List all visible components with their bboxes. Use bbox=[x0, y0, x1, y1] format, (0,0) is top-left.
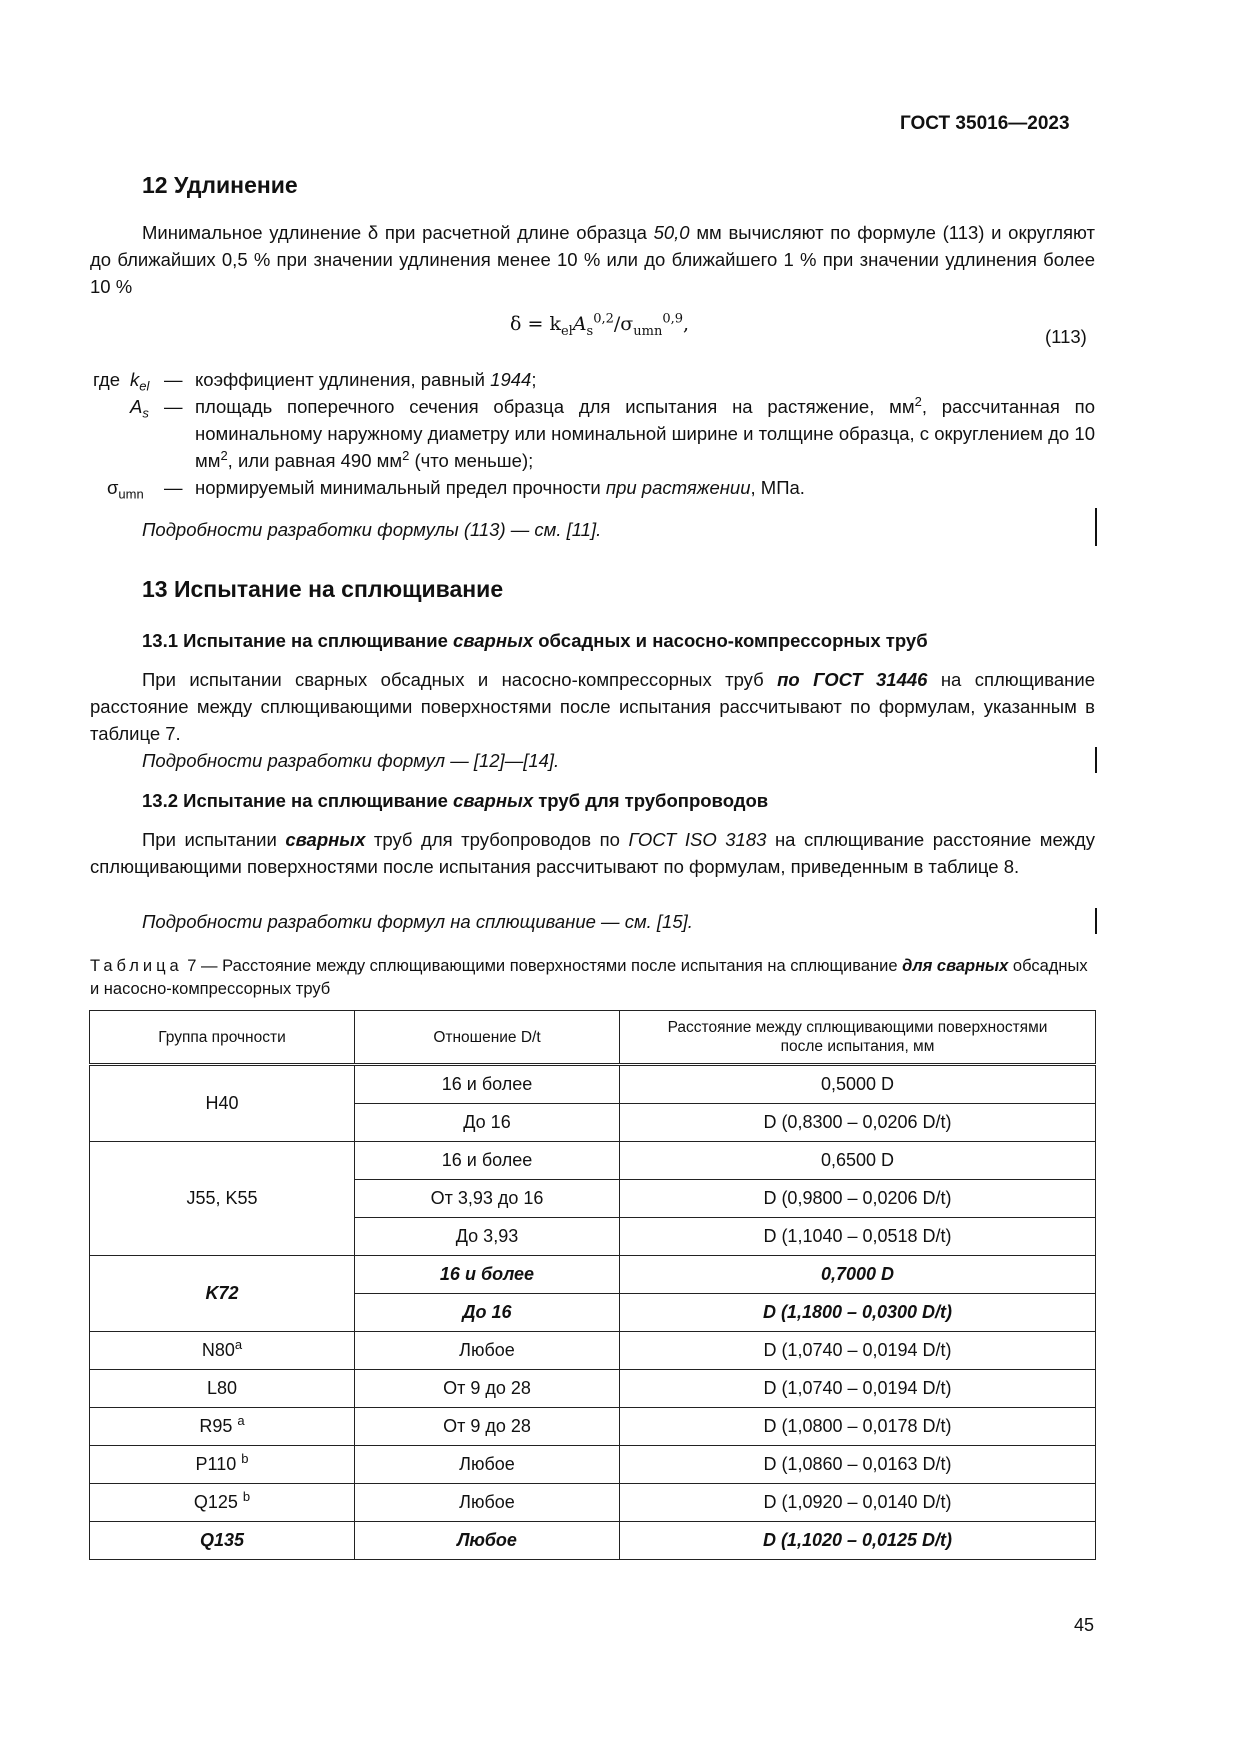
def-symbol bbox=[107, 474, 144, 501]
caption-c: обсадных и насосно-компрессорных труб bbox=[90, 957, 1088, 998]
title-b: сварных bbox=[453, 630, 534, 651]
title-a: 13.1 Испытание на сплющивание bbox=[142, 630, 454, 651]
header-distance: Расстояние между сплющивающими поверхностями после испытания, мм bbox=[620, 1011, 1096, 1065]
p-d: ГОСТ ISO 3183 bbox=[628, 829, 767, 850]
section-12-paragraph bbox=[90, 219, 1095, 300]
def-symbol-letter: σ bbox=[107, 477, 119, 498]
cell-group bbox=[90, 1332, 355, 1370]
footnote-mark: a bbox=[234, 1337, 243, 1352]
def-text bbox=[195, 366, 1095, 393]
change-bar bbox=[1095, 908, 1097, 934]
def-text-d: (что меньше); bbox=[409, 450, 534, 471]
formula-lhs: δ = k bbox=[510, 313, 561, 335]
footnote-mark: b bbox=[242, 1489, 251, 1504]
def-text-c: ; bbox=[531, 369, 537, 390]
table-row bbox=[90, 1256, 1096, 1294]
table-row bbox=[90, 1408, 1096, 1446]
header-strength-group: Группа прочности bbox=[90, 1011, 355, 1065]
cell-ratio: От 9 до 28 bbox=[355, 1408, 620, 1446]
formula-113 bbox=[510, 311, 690, 339]
cell-ratio: До 3,93 bbox=[355, 1218, 620, 1256]
formula-sigma-sup: 0,9 bbox=[662, 311, 684, 327]
footnote-mark: a bbox=[237, 1413, 245, 1428]
def-text-a: коэффициент удлинения, равный bbox=[195, 369, 491, 390]
def-sup: 2 bbox=[914, 393, 922, 409]
para-text-end: мм вычисляют по формуле (113) и округляют до ближайших 0,5 % при значении удлинения менее 10 % или до ближайшего 1 % при значении удлинения более 10 % bbox=[90, 222, 1095, 297]
title-b: сварных bbox=[453, 790, 534, 811]
cell-ratio: Любое bbox=[355, 1522, 620, 1560]
where-label: где bbox=[93, 369, 121, 390]
cell-ratio: Любое bbox=[355, 1446, 620, 1484]
def-symbol-sub: el bbox=[139, 378, 150, 394]
cell-ratio: От 9 до 28 bbox=[355, 1370, 620, 1408]
def-text bbox=[195, 393, 1095, 474]
cell-group: L80 bbox=[90, 1370, 355, 1408]
cell-distance: D (1,0740 – 0,0194 D/t) bbox=[620, 1370, 1096, 1408]
cell-distance: D (1,0740 – 0,0194 D/t) bbox=[620, 1332, 1096, 1370]
para-text: Минимальное удлинение δ при расчетной длине образца bbox=[142, 222, 654, 243]
cell-ratio: Любое bbox=[355, 1332, 620, 1370]
title-c: обсадных и насосно-компрессорных труб bbox=[533, 630, 928, 651]
p-c: труб для трубопроводов по bbox=[365, 829, 629, 850]
table-row bbox=[90, 1522, 1096, 1560]
note-formulas-15: Подробности разработки формул на сплющивание — см. [15]. bbox=[142, 911, 693, 932]
cell-distance: 0,7000 D bbox=[620, 1256, 1096, 1294]
table-row bbox=[90, 1065, 1096, 1104]
formula-a: A bbox=[572, 313, 587, 335]
def-sup: 2 bbox=[220, 447, 228, 463]
cell-ratio: 16 и более bbox=[355, 1142, 620, 1180]
cell-ratio: Любое bbox=[355, 1484, 620, 1522]
header-ratio: Отношение D/t bbox=[355, 1011, 620, 1065]
table-7 bbox=[89, 1010, 1096, 1560]
cell-group: K72 bbox=[90, 1256, 355, 1332]
change-bar bbox=[1095, 747, 1097, 773]
table-row bbox=[90, 1484, 1096, 1522]
def-text-a: нормируемый минимальный предел прочности bbox=[195, 477, 606, 498]
def-text-b: при растяжении bbox=[605, 477, 751, 498]
subsection-13-1-title bbox=[142, 630, 928, 652]
def-text-a: площадь поперечного сечения образца для испытания на растяжение, мм bbox=[195, 396, 915, 417]
note-formula-113: Подробности разработки формулы (113) — см. [11]. bbox=[142, 519, 602, 540]
def-text-c: , или равная 490 мм bbox=[227, 450, 403, 471]
cell-distance: D (1,1800 – 0,0300 D/t) bbox=[620, 1294, 1096, 1332]
p-a: При испытании bbox=[142, 829, 286, 850]
formula-sigma: /σ bbox=[613, 313, 634, 335]
subsection-13-2-paragraph bbox=[90, 826, 1095, 880]
cell-group bbox=[90, 1484, 355, 1522]
cell-distance: D (1,0860 – 0,0163 D/t) bbox=[620, 1446, 1096, 1484]
def-symbol bbox=[130, 366, 149, 393]
cell-ratio: 16 и более bbox=[355, 1256, 620, 1294]
def-text bbox=[195, 474, 1095, 501]
page-number: 45 bbox=[1074, 1615, 1095, 1635]
def-sup: 2 bbox=[402, 447, 410, 463]
def-text-c: , МПа. bbox=[750, 477, 805, 498]
group-name: R95 bbox=[199, 1416, 233, 1436]
def-text-b: , рассчитанная по номинальному наружному диаметру или номинальной ширине и толщине образца, с округлением до 10 мм bbox=[195, 396, 1095, 471]
formula-sigma-sub: umn bbox=[633, 323, 663, 339]
p-e: на сплющивание расстояние между сплющивающими поверхностями после испытания рассчитывают по формулам, приведенным в таблице 8. bbox=[90, 829, 1095, 877]
cell-distance: D (1,1040 – 0,0518 D/t) bbox=[620, 1218, 1096, 1256]
def-symbol-sub: s bbox=[142, 405, 149, 421]
table-7-caption bbox=[90, 955, 1095, 1001]
def-symbol-letter: k bbox=[130, 369, 140, 390]
group-name: Q125 bbox=[193, 1492, 238, 1512]
formula-end: , bbox=[683, 313, 690, 335]
formula-number: (113) bbox=[1045, 326, 1087, 347]
cell-distance: D (0,8300 – 0,0206 D/t) bbox=[620, 1104, 1096, 1142]
p-b: сварных bbox=[285, 829, 366, 850]
para-length: 50,0 bbox=[653, 222, 690, 243]
subsection-13-1-paragraph bbox=[90, 666, 1095, 747]
cell-ratio: До 16 bbox=[355, 1104, 620, 1142]
def-symbol bbox=[130, 393, 149, 420]
p-b: по ГОСТ 31446 bbox=[777, 669, 928, 690]
note-formulas-12-14: Подробности разработки формул — [12]—[14]. bbox=[142, 750, 560, 771]
cell-group bbox=[90, 1408, 355, 1446]
formula-a-sup: 0,2 bbox=[593, 311, 614, 327]
title-a: 13.2 Испытание на сплющивание bbox=[142, 790, 454, 811]
section-13-title: 13 Испытание на сплющивание bbox=[142, 576, 504, 602]
group-name: P110 bbox=[195, 1454, 237, 1474]
caption-b: для сварных bbox=[902, 957, 1009, 975]
caption-a: 7 — Расстояние между сплющивающими поверхностями после испытания на сплющивание bbox=[182, 957, 903, 975]
cell-ratio: От 3,93 до 16 bbox=[355, 1180, 620, 1218]
table-row bbox=[90, 1332, 1096, 1370]
cell-group: Q135 bbox=[90, 1522, 355, 1560]
cell-group: H40 bbox=[90, 1065, 355, 1142]
cell-ratio: До 16 bbox=[355, 1294, 620, 1332]
cell-distance: 0,5000 D bbox=[620, 1065, 1096, 1104]
formula-a-sub: s bbox=[586, 323, 594, 339]
cell-distance: 0,6500 D bbox=[620, 1142, 1096, 1180]
group-name: N80 bbox=[201, 1340, 235, 1360]
cell-group: J55, K55 bbox=[90, 1142, 355, 1256]
caption-label: Таблица bbox=[90, 957, 183, 975]
subsection-13-2-title bbox=[142, 790, 768, 812]
formula-k-sub: el bbox=[560, 323, 573, 339]
section-12-title: 12 Удлинение bbox=[142, 172, 298, 198]
standard-number: ГОСТ 35016—2023 bbox=[900, 113, 1070, 134]
def-symbol-sub: umn bbox=[118, 486, 144, 502]
cell-distance: D (1,0800 – 0,0178 D/t) bbox=[620, 1408, 1096, 1446]
footnote-mark: b bbox=[241, 1451, 249, 1466]
def-text-value: 1944 bbox=[490, 369, 532, 390]
cell-ratio: 16 и более bbox=[355, 1065, 620, 1104]
title-c: труб для трубопроводов bbox=[533, 790, 769, 811]
cell-distance: D (0,9800 – 0,0206 D/t) bbox=[620, 1180, 1096, 1218]
table-row bbox=[90, 1446, 1096, 1484]
cell-distance: D (1,0920 – 0,0140 D/t) bbox=[620, 1484, 1096, 1522]
p-a: При испытании сварных обсадных и насосно-компрессорных труб bbox=[142, 669, 778, 690]
cell-distance: D (1,1020 – 0,0125 D/t) bbox=[620, 1522, 1096, 1560]
p-c: на сплющивание расстояние между сплющивающими поверхностями после испытания рассчитывают по формулам, указанным в таблице 7. bbox=[90, 669, 1095, 744]
change-bar bbox=[1095, 508, 1097, 546]
table-row bbox=[90, 1370, 1096, 1408]
def-dash: — bbox=[164, 477, 183, 498]
def-dash: — bbox=[164, 396, 183, 417]
def-symbol-letter: A bbox=[130, 396, 143, 417]
def-dash: — bbox=[164, 369, 183, 390]
cell-group bbox=[90, 1446, 355, 1484]
table-header-row bbox=[90, 1011, 1096, 1065]
table-row bbox=[90, 1142, 1096, 1180]
